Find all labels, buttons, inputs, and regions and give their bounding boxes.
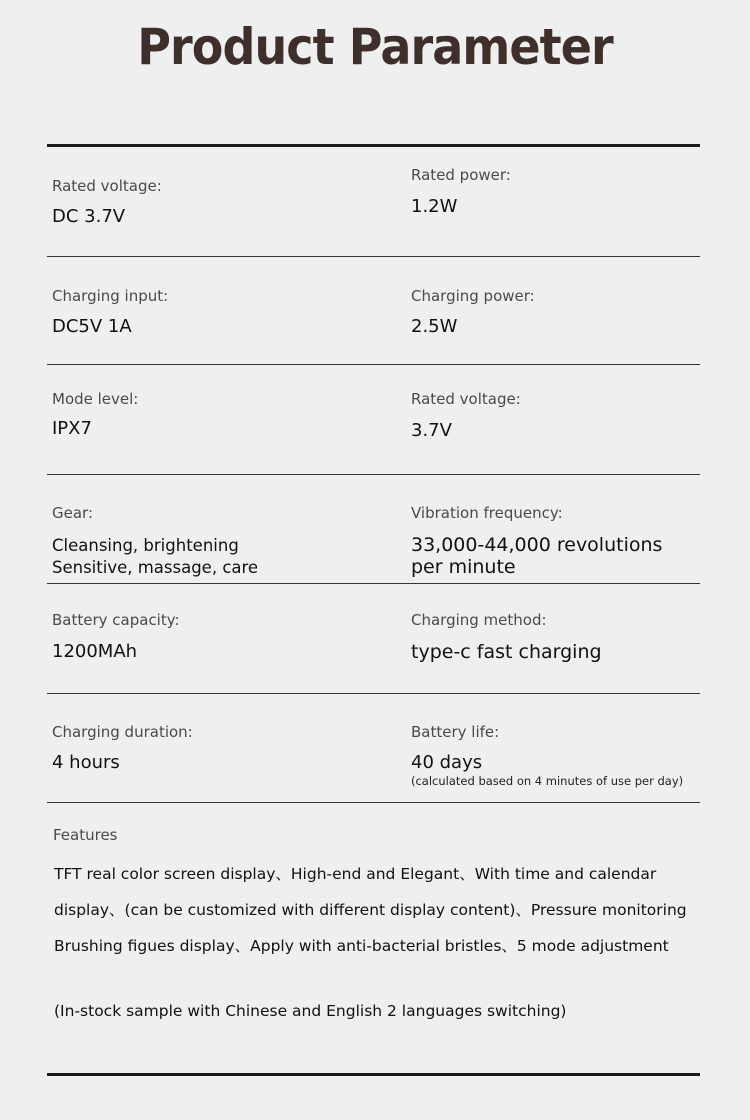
- battery-life-label: Battery life:: [411, 723, 500, 741]
- rated-voltage-value: DC 3.7V: [52, 206, 126, 227]
- rated-voltage-2-value: 3.7V: [411, 420, 452, 441]
- page-title: Product Parameter: [137, 18, 613, 76]
- row-divider: [47, 474, 700, 475]
- gear-value-line2: Sensitive, massage, care: [52, 558, 259, 577]
- charging-input-value: DC5V 1A: [52, 316, 132, 337]
- row-divider: [47, 802, 700, 803]
- mode-level-label: Mode level:: [52, 390, 139, 408]
- battery-capacity-value: 1200MAh: [52, 641, 138, 662]
- rated-voltage-label: Rated voltage:: [52, 177, 162, 195]
- vibration-frequency-label: Vibration frequency:: [411, 504, 563, 522]
- charging-duration-label: Charging duration:: [52, 723, 193, 741]
- row-divider: [47, 364, 700, 365]
- features-note: (In-stock sample with Chinese and English 2 languages switching): [54, 1002, 567, 1020]
- charging-method-value: type-c fast charging: [411, 641, 602, 663]
- battery-life-note: (calculated based on 4 minutes of use per day): [411, 774, 684, 788]
- vibration-frequency-value-line2: per minute: [411, 556, 516, 578]
- gear-label: Gear:: [52, 504, 94, 522]
- gear-value-line1: Cleansing, brightening: [52, 536, 239, 555]
- rated-power-label: Rated power:: [411, 166, 511, 184]
- row-divider: [47, 583, 700, 584]
- rated-voltage-2-label: Rated voltage:: [411, 390, 521, 408]
- features-heading: Features: [53, 826, 118, 844]
- charging-duration-value: 4 hours: [52, 752, 120, 773]
- vibration-frequency-value-line1: 33,000-44,000 revolutions: [411, 534, 663, 556]
- charging-power-value: 2.5W: [411, 316, 458, 337]
- bottom-divider: [47, 1073, 700, 1076]
- charging-method-label: Charging method:: [411, 611, 547, 629]
- mode-level-value: IPX7: [52, 418, 92, 439]
- rated-power-value: 1.2W: [411, 196, 458, 217]
- row-divider: [47, 256, 700, 257]
- features-line-3: Brushing figues display、Apply with anti-bacterial bristles、5 mode adjustment: [54, 937, 669, 955]
- features-line-2: display、(can be customized with different display content)、Pressure monitoring: [54, 901, 687, 919]
- features-line-1: TFT real color screen display、High-end and Elegant、With time and calendar: [54, 865, 657, 883]
- top-divider: [47, 144, 700, 147]
- charging-input-label: Charging input:: [52, 287, 169, 305]
- battery-capacity-label: Battery capacity:: [52, 611, 180, 629]
- row-divider: [47, 693, 700, 694]
- battery-life-value: 40 days: [411, 752, 483, 773]
- charging-power-label: Charging power:: [411, 287, 535, 305]
